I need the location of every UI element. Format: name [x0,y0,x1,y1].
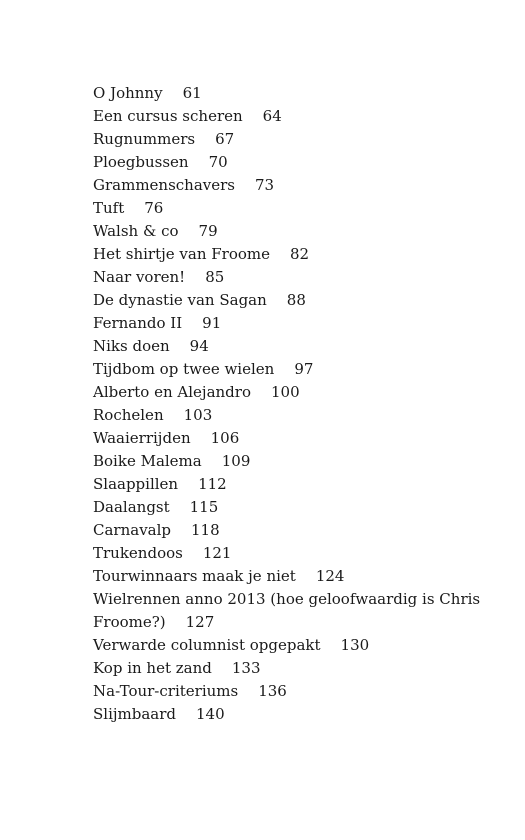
toc-entry [93,128,493,151]
toc-entry-page: 76 [144,199,164,217]
toc-entry [93,634,493,657]
toc-entry-page: 79 [198,222,218,240]
toc-entry-page: 91 [202,314,222,332]
toc-entry-page: 130 [340,636,370,654]
toc-entry-page: 70 [208,153,228,171]
toc-entry-page: 121 [202,544,232,562]
toc-entry-page: 85 [205,268,225,286]
toc-entry [93,565,493,588]
toc-entry-page: 100 [270,383,300,401]
toc-entry [93,588,493,634]
toc-entry [93,105,493,128]
toc-entry [93,82,493,105]
toc-entry [93,519,493,542]
toc-entry [93,312,493,335]
toc-entry [93,450,493,473]
toc-entry-title: Carnavalp [93,521,172,539]
toc-entry-title: Walsh & co [93,222,179,240]
toc-entry-title: Rugnummers [93,130,196,148]
toc-entry-page: 61 [182,84,202,102]
toc-entry [93,381,493,404]
toc-entry [93,542,493,565]
toc-entry [93,427,493,450]
toc-entry-title: Een cursus scheren [93,107,243,125]
toc-entry-title: Kop in het zand [93,659,212,677]
toc-entry-title: Daalangst [93,498,170,516]
toc-entry-title: Tijdbom op twee wielen [93,360,275,378]
toc-entry-page: 133 [231,659,261,677]
toc-entry-title: Niks doen [93,337,170,355]
toc-entry-title: Grammenschavers [93,176,236,194]
toc-entry-title: Ploegbussen [93,153,189,171]
toc-entry-title: Waaierrijden [93,429,191,447]
toc-entry [93,174,493,197]
toc-entry-page: 115 [189,498,219,516]
toc-entry-page: 106 [210,429,240,447]
toc-entry [93,680,493,703]
toc-entry-page: 124 [315,567,345,585]
toc-entry-page: 82 [290,245,310,263]
toc-entry [93,657,493,680]
toc-entry-title: De dynastie van Sagan [93,291,267,309]
toc-entry-page: 73 [255,176,275,194]
toc-entry-title: Boike Malema [93,452,202,470]
toc-entry [93,266,493,289]
toc-entry [93,335,493,358]
toc-entry-page: 136 [258,682,287,700]
toc-entry-page: 94 [189,337,209,355]
toc-entry [93,220,493,243]
toc-entry [93,496,493,519]
toc-entry-page: 109 [221,452,251,470]
toc-entry-title: Na-Tour-criteriums [93,682,239,700]
toc-entry-title: Tuft [93,199,125,217]
toc-entry-page: 112 [198,475,227,493]
toc-entry-page: 64 [262,107,282,125]
toc-entry-title: O Johnny [93,84,163,102]
toc-entry-title: Fernando II [93,314,183,332]
toc-entry-page: 127 [185,613,215,631]
toc-entry-page: 118 [191,521,220,539]
toc-entry-page: 103 [183,406,213,424]
toc-entry-title: Alberto en Alejandro [93,383,251,401]
toc-entry-title: Naar voren! [93,268,186,286]
toc-entry-title: Slaappillen [93,475,179,493]
toc-entry [93,404,493,427]
toc-entry-title: Tourwinnaars maak je niet [93,567,296,585]
toc-entry-title: Trukendoos [93,544,183,562]
toc-entry-title: Rochelen [93,406,164,424]
toc-entry-title: Verwarde columnist opgepakt [93,636,321,654]
toc-entry-page: 67 [215,130,235,148]
toc-entry [93,243,493,266]
table-of-contents [93,82,493,726]
toc-entry [93,289,493,312]
toc-entry [93,151,493,174]
toc-entry-title: Wielrennen anno 2013 (hoe geloofwaardig is Chris Froome?) [93,590,481,631]
toc-entry-page: 140 [196,705,225,723]
toc-entry-page: 88 [286,291,306,309]
toc-entry-title: Het shirtje van Froome [93,245,270,263]
toc-entry [93,358,493,381]
toc-entry [93,703,493,726]
toc-entry [93,473,493,496]
toc-entry [93,197,493,220]
toc-entry-page: 97 [294,360,314,378]
toc-entry-title: Slijmbaard [93,705,177,723]
